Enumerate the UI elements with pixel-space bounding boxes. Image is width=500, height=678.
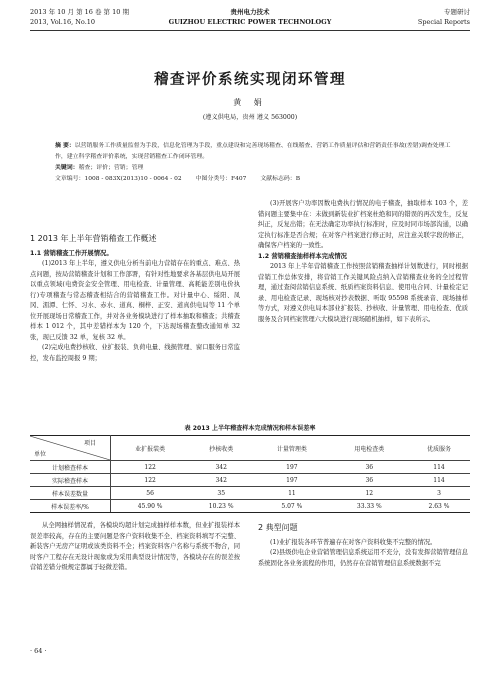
- right-column: [258, 199, 468, 325]
- header-column-en: Special Reports: [417, 18, 470, 26]
- column-header: 用电检查类: [331, 436, 408, 461]
- column-header: 计量管理类: [253, 436, 330, 461]
- subsection-1-1-heading: 1.1 营销稽查工作开展情况。: [30, 249, 113, 257]
- abstract: [55, 141, 455, 163]
- paragraph: (2)完成电费抄核收、业扩报装、负荷电量、线损管理、窗口服务日常监控，发布监控周报 9 期；: [30, 344, 240, 362]
- paragraph: (2)县级供电企业营销管理信息系统运用不充分，没有发挥营销管理信息系统固化各业务流程的作用，仍然存在营销管理信息系统数据不完: [258, 549, 468, 567]
- table-cell: 36: [331, 474, 408, 487]
- table-corner-cell: [30, 436, 111, 461]
- column-header: 业扩报装类: [111, 436, 190, 461]
- table-cell: 56: [111, 487, 190, 500]
- table-cell: 11: [253, 487, 330, 500]
- row-label: 实际稽查样本: [30, 474, 111, 487]
- table-cell: 342: [189, 474, 253, 487]
- row-label: 样本误差率/%: [30, 500, 111, 513]
- corner-top-label: 项目: [83, 440, 96, 447]
- section-1-heading: 1 2013 年上半年营销稽查工作概述: [30, 234, 157, 243]
- table-cell: 114: [408, 461, 470, 474]
- table-caption: 表 2013 上半年稽查样本完成情况和样本误差率: [184, 425, 316, 432]
- paragraph: (3)开展客户功率因数电费执行情况的电子稽查，抽取样本 103 个，差错问题主要集中在：未做到新装业扩档案杜绝和同的错误的再次发生，反复纠正，反复出错；在无法确定功率执行标准时，应及时同市场部沟通，以确定执行标准是否合规；在对客户档案进行修正时，应注意关联字段的修正，确保客户档案的一致性。: [258, 200, 468, 249]
- clc-number: 中图分类号：F407: [195, 176, 247, 182]
- header-journal-en: GUIZHOU ELECTRIC POWER TECHNOLOGY: [168, 18, 332, 26]
- section-2-heading: 2 典型问题: [258, 523, 298, 532]
- paragraph: 2013 年上半年营销稽查工作按照营销稽查抽样计划数进行，同时根据营销工作总体安排，将营销工作关键风险点纳入营销稽查业务的全过程管理，通过查阅营销信息系统、纸质档案资料信息、使用电合同、计量检定记录、用电检查记录、现场核对抄表数据、听取 95598 系统录音、现场抽样等方式，对遵义供电局本部业扩报装、抄核收、计量管理、用电检查、优质服务及合同档案管理六大模块进行现场随机抽样，如下表所示。: [258, 263, 468, 323]
- keywords-text: 稽查；评价；营销；管理: [78, 165, 144, 171]
- abstract-label: 摘 要：: [55, 143, 75, 149]
- sample-table: [30, 435, 470, 513]
- article-title: 稽查评价系统实现闭环管理: [154, 72, 346, 88]
- header-volume: 2013, Vol.16, No.10: [30, 18, 96, 26]
- table-cell: 35: [189, 487, 253, 500]
- doc-number: 文章编号：1008 - 083X(2013)10 - 0064 - 02: [55, 176, 182, 182]
- article-affiliation: (遵义供电局，贵州 遵义 563000): [202, 114, 298, 121]
- header-column-cn: 专题研讨: [444, 8, 470, 16]
- lower-right-column: [258, 523, 468, 569]
- table-cell: 122: [111, 461, 190, 474]
- table-cell: 197: [253, 474, 330, 487]
- classification-line: [55, 174, 455, 185]
- table-row: [30, 474, 470, 487]
- table-cell: 10.23 %: [189, 500, 253, 513]
- doc-code: 文献标志码：B: [260, 176, 301, 182]
- keywords: [55, 163, 455, 174]
- table-cell: 45.90 %: [111, 500, 190, 513]
- row-label: 计划稽查样本: [30, 461, 111, 474]
- table-cell: 33.33 %: [331, 500, 408, 513]
- subsection-1-2-heading: 1.2 营销稽查抽样样本完成情况: [258, 252, 347, 260]
- page-number: · 64 ·: [30, 647, 47, 655]
- paragraph: (1)业扩报装各环节普遍存在对客户资料收集不完整的情况。: [270, 538, 437, 546]
- header-issue: 2013 年 10 月 第 16 卷 第 10 期: [30, 8, 129, 16]
- paragraph: 从全网抽样情况看，各模块均超计划完成抽样样本数，但业扩报装样本误差率较高，存在的主要问题是客户资料收集不全、档案资料填写不完整、新装客户无房产证明或该类资料不全；档案资料客户名称与系统不物合，同时客户工程存在无设计现象或为采用典型设计情况等，各模块存在的误差按营销差错分级规定都属于轻微差错。: [30, 522, 240, 571]
- table-cell: 2.63 %: [408, 500, 470, 513]
- table-cell: 3: [408, 487, 470, 500]
- column-header: 抄核收类: [189, 436, 253, 461]
- table-cell: 197: [253, 461, 330, 474]
- table-cell: 122: [111, 474, 190, 487]
- lower-left-column: [30, 521, 240, 574]
- header-journal-cn: 贵州电力技术: [230, 8, 270, 16]
- corner-bottom-label: 单位: [34, 451, 47, 458]
- abstract-text: 以营销服务工作质量监督为手段，信息化管理为手段，重点建设和完善现场稽查、在线稽查、营销工作质量评估和营销责任事故(差错)调查处理工作，建立科学稽查评价系统，实现营销稽查工作闭环管理。: [55, 143, 451, 160]
- table-row: [30, 500, 470, 513]
- article-author: 黄 娟: [233, 98, 267, 107]
- header-rule: [30, 30, 470, 31]
- keywords-label: 关键词：: [55, 165, 79, 171]
- table-cell: 12: [331, 487, 408, 500]
- table-cell: 36: [331, 461, 408, 474]
- table-cell: 5.07 %: [253, 500, 330, 513]
- table-cell: 114: [408, 474, 470, 487]
- table-cell: 342: [189, 461, 253, 474]
- column-header: 优质服务: [408, 436, 470, 461]
- table-row: [30, 487, 470, 500]
- table-header-row: [30, 436, 470, 461]
- table-row: [30, 461, 470, 474]
- left-column: [30, 234, 240, 364]
- row-label: 样本误差数量: [30, 487, 111, 500]
- paragraph: (1)2013 年上半年，遵义供电分析当前电力营销存在的重点、难点、热点问题，按局营销稽查计划和工作部署，有针对性地要求各基层供电局开展以重点领域(电费资金安全管理、用电检查、计量管理、高耗能差别电价执行)专项稽查与常态稽查相结合的营销稽查工作。对计量中心、绥阳、凤冈、湄潭、仁怀、习水、赤水、道真、桐梓、正安、道真供电局等 11 个单位开展现场日常稽查工作，并对各业务模块进行了样本抽取和稽查；共稽查样本 1 012 个，其中差错样本为 120 个，下达现场稽查整改通知单 32 张，现已反馈 32 单，复核 32 单。: [30, 260, 240, 341]
